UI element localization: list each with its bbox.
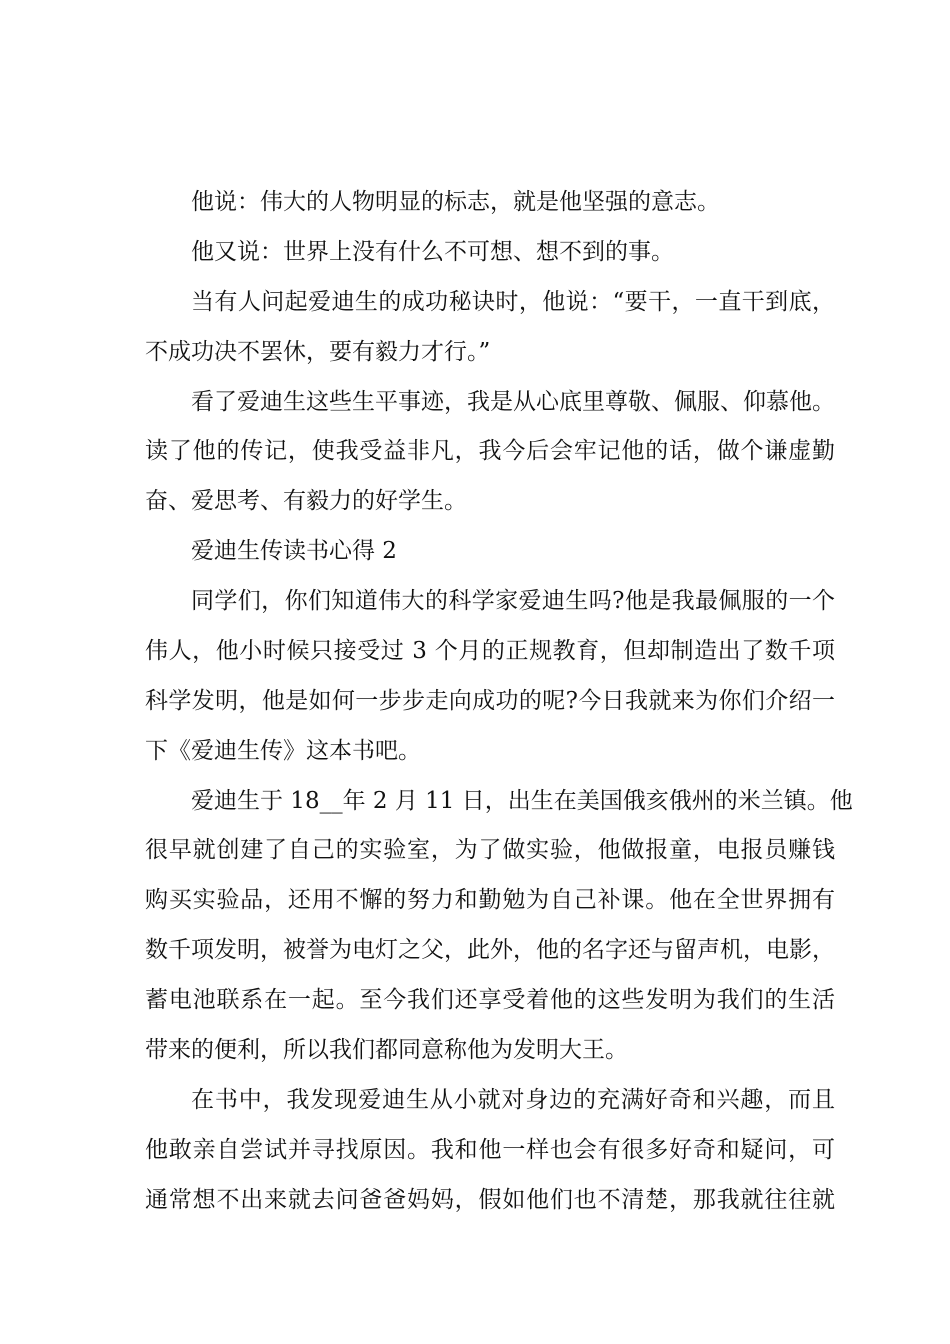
text-line: 他又说：世界上没有什么不可想、想不到的事。 <box>191 239 674 265</box>
text-line: 购买实验品，还用不懈的努力和勤勉为自己补课。他在全世界拥有 <box>145 887 835 913</box>
text-line: 同学们，你们知道伟大的科学家爱迪生吗?他是我最佩服的一个 <box>191 588 835 614</box>
text-line: 带来的便利，所以我们都同意称他为发明大王。 <box>145 1037 628 1063</box>
text-line: 科学发明，他是如何一步步走向成功的呢?今日我就来为你们介绍一 <box>145 688 835 714</box>
text-line: 不成功决不罢休，要有毅力才行。” <box>145 339 491 365</box>
text-line: 通常想不出来就去问爸爸妈妈，假如他们也不清楚，那我就往往就 <box>145 1187 835 1213</box>
text-line: 爱迪生于 18__年 2 月 11 日，出生在美国俄亥俄州的米兰镇。他 <box>191 788 853 814</box>
text-line: 数千项发明，被誉为电灯之父，此外，他的名字还与留声机，电影， <box>145 937 835 963</box>
text-line: 下《爱迪生传》这本书吧。 <box>145 738 421 764</box>
section-heading: 爱迪生传读书心得 2 <box>191 538 397 564</box>
text-line: 他敢亲自尝试并寻找原因。我和他一样也会有很多好奇和疑问，可 <box>145 1137 835 1163</box>
text-line: 蓄电池联系在一起。至今我们还享受着他的这些发明为我们的生活 <box>145 987 835 1013</box>
text-line: 很早就创建了自己的实验室，为了做实验，他做报童，电报员赚钱 <box>145 837 835 863</box>
text-line: 奋、爱思考、有毅力的好学生。 <box>145 488 467 514</box>
text-line: 他说：伟大的人物明显的标志，就是他坚强的意志。 <box>191 189 720 215</box>
text-line: 读了他的传记，使我受益非凡，我今后会牢记他的话，做个谦虚勤 <box>145 438 835 464</box>
text-line: 在书中，我发现爱迪生从小就对身边的充满好奇和兴趣，而且 <box>191 1087 835 1113</box>
text-line: 伟人，他小时候只接受过 3 个月的正规教育，但却制造出了数千项 <box>145 638 835 664</box>
text-line: 当有人问起爱迪生的成功秘诀时，他说：“要干，一直干到底， <box>191 289 835 315</box>
text-line: 看了爱迪生这些生平事迹，我是从心底里尊敬、佩服、仰慕他。 <box>191 389 835 415</box>
